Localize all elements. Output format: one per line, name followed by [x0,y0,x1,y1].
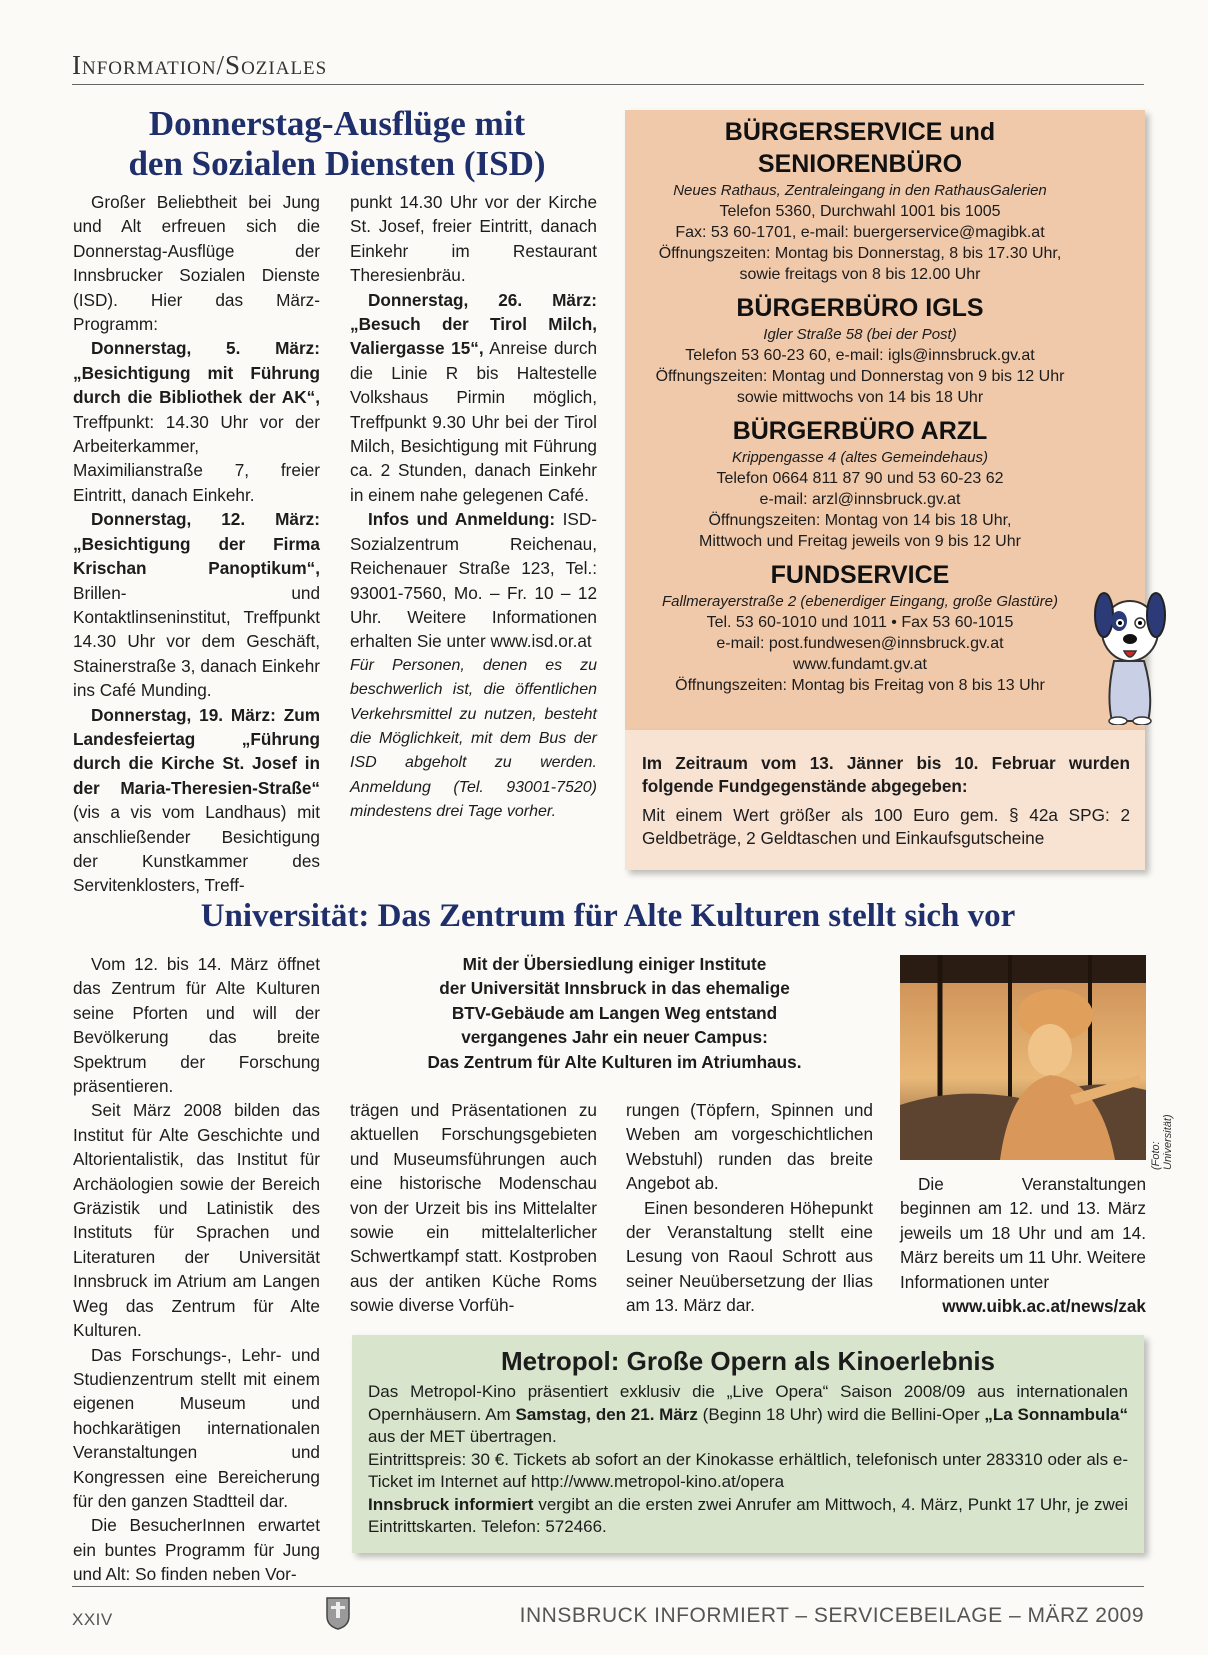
isd-event-2 [73,507,320,702]
event-text: Anreise durch die Linie R bis Haltestelle Volkshaus Pirmin möglich, Treffpunkt 9.30 Uhr bei der Tirol Milch, Besichtigung mit Führung ca. 2 Stunden, danach Einkehr in einem nahe gelegenen Café. [350,338,597,505]
found-items-head: Im Zeitraum vom 13. Jänner bis 10. Februar wurden folgende Fundgegenstände abgegeben: [642,753,1130,796]
event-date: Donnerstag, 5. März: [91,338,320,359]
service-arzl [640,415,1080,552]
event-text: Brillen- und Kontaktlinseninstitut, Treffpunkt 14.30 Uhr vor dem Geschäft, Stainerstraße 3, danach Einkehr ins Café Munding. [73,582,320,701]
service-igls [640,292,1080,408]
service-line: Öffnungszeiten: Montag und Donnerstag von 9 bis 12 Uhr [655,368,1065,385]
found-items-text: Mit einem Wert größer als 100 Euro gem. § 42a SPG: 2 Geldbeträge, 2 Geldtaschen und Einkaufsgutscheine [642,805,1130,848]
service-buergerservice [640,116,1080,285]
event-date: Donnerstag, 12. März: [91,509,320,530]
event-text: (vis a vis vom Landhaus) mit anschließender Besichtigung der Kunstkammer des Servitenklosters, Treff- [73,802,320,896]
service-line: sowie mittwochs von 14 bis 18 Uhr [736,389,984,406]
uni-paragraph: Die BesucherInnen erwartet ein buntes Programm für Jung und Alt: So finden neben Vor- [73,1515,320,1585]
metropol-paragraph-1 [368,1381,1128,1449]
text: Das Metropol-Kino präsentiert exklusiv die „Live Opera“ Saison 2008/09 aus internationalen Opernhäusern. Am [368,1382,1128,1424]
event-date: Donnerstag, 26. März: [368,289,597,310]
sculpture-photo [900,955,1146,1160]
service-line: Fax: 53 60-1701, e-mail: buergerservice@magibk.at [675,224,1045,241]
text: vergibt an die ersten zwei Anrufer am Mittwoch, 4. März, Punkt 17 Uhr, je zwei Eintrittskarten. Telefon: 572466. [368,1494,1128,1536]
dog-mascot-icon [1092,575,1168,725]
section-label: Information/Soziales [72,50,328,80]
isd-column-2 [350,190,597,825]
uni-column-3 [626,1098,873,1318]
isd-title-line2: den Sozialen Diensten (ISD) [128,144,546,183]
isd-continuation: punkt 14.30 Uhr vor der Kirche St. Josef, freier Eintritt, danach Einkehr im Restaurant Theresienbräu. [350,192,597,286]
info-head: Infos und Anmeldung: [368,509,556,530]
event-date: Donnerstag, 19. März: [91,704,276,725]
page-number: XXIV [72,1610,113,1629]
uni-lead-line: der Universität Innsbruck in das ehemalige [439,978,790,999]
isd-bus-note: Für Personen, denen es zu beschwerlich ist, die öffentlichen Verkehrsmittel zu nutzen, besteht die Möglichkeit, mit dem Bus der ISD abgeholt zu werden. Anmeldung (Tel. 93001-7520) mindestens drei Tage vorher. [350,656,597,821]
isd-intro: Großer Beliebtheit bei Jung und Alt erfreuen sich die Donnerstag-Ausflüge der Innsbrucker Sozialen Dienste (ISD). Hier das März-Programm: [73,192,320,335]
event-title: „Besichtigung der Firma Krischan Panoptikum“, [73,533,320,579]
service-address: Fallmerayerstraße 2 (ebenerdiger Eingang, große Glastüre) [661,593,1058,610]
uni-paragraph: rungen (Töpfern, Spinnen und Weben am vorgeschichtlichen Webstuhl) runden das breite Angebot ab. [626,1100,873,1194]
service-line: Telefon 0664 811 87 90 und 53 60-23 62 [716,470,1004,487]
text: (Beginn 18 Uhr) wird die Bellini-Oper [697,1404,985,1424]
service-line: Öffnungszeiten: Montag bis Donnerstag, 8 bis 17.30 Uhr, [658,245,1062,262]
service-title: FUNDSERVICE [770,561,950,589]
city-crest-icon [325,1596,351,1630]
uni-column-2 [350,1098,597,1318]
uni-column-1 [73,952,320,1587]
uni-title: Universität: Das Zentrum für Alte Kulturen stellt sich vor [200,898,1016,934]
isd-event-4 [350,288,597,508]
metropol-content [368,1343,1128,1539]
metropol-text [368,1381,1128,1539]
isd-column-1 [73,190,320,898]
isd-info [350,507,597,653]
uni-lead-line: BTV-Gebäude am Langen Weg entstand [451,1002,778,1023]
uni-url-link[interactable]: www.uibk.ac.at/news/zak [942,1296,1146,1317]
uni-lead-line: Mit der Übersiedlung einiger Institute [462,954,767,974]
uni-paragraph: Seit März 2008 bilden das Institut für Alte Geschichte und Altorientalistik, das Institut für Archäologien sowie der Bereich Gräzistik und Latinistik des Instituts für Sprachen und Literaturen der Universität Innsbruck im Atrium am Langen Weg das Zentrum für Alte Kulturen. [73,1100,320,1341]
metropol-paragraph-2: Eintrittspreis: 30 €. Tickets ab sofort an der Kinokasse erhältlich, telefonisch unter 283310 oder als e-Ticket im Internet auf http://www.metropol-kino.at/opera [368,1449,1128,1491]
service-title: BÜRGERSERVICE und SENIORENBÜRO [724,118,996,178]
uni-column-4 [900,1172,1146,1318]
isd-title [72,104,602,184]
event-title: „Besichtigung mit Führung durch die Bibliothek der AK“, [73,362,320,408]
header-rule [72,84,1144,85]
service-line: Mittwoch und Freitag jeweils von 9 bis 12 Uhr [699,533,1021,550]
uni-paragraph: Einen besonderen Höhepunkt der Veranstaltung stellt eine Lesung von Raoul Schrott aus seiner Neuübersetzung der Ilias am 13. März dar. [626,1197,873,1316]
date: Samstag, den 21. März [515,1404,698,1424]
service-line: e-mail: arzl@innsbruck.gv.at [759,491,961,508]
service-title: BÜRGERBÜRO ARZL [732,417,988,445]
isd-event-3 [73,703,320,898]
found-items [642,752,1130,850]
photo-credit: (Foto: Universität) [1150,1114,1174,1170]
opera-title: „La Sonnambula“ [984,1404,1129,1424]
info-text: ISD-Sozialzentrum Reichenau, Reichenauer Straße 123, Tel.: 93001-7560, Mo. – Fr. 10 – 12 Uhr. Weitere Informationen erhalten Sie unter www.isd.or.at [350,509,597,652]
publication-footer: INNSBRUCK INFORMIERT – SERVICEBEILAGE – MÄRZ 2009 [519,1604,1144,1627]
event-title: „Besuch der Tirol Milch, Valiergasse 15“, [350,314,597,359]
isd-event-1 [73,336,320,507]
service-line: Tel. 53 60-1010 und 1011 • Fax 53 60-1015 [706,614,1014,631]
service-line: e-mail: post.fundwesen@innsbruck.gv.at [716,635,1004,652]
service-list [640,116,1080,696]
service-line: www.fundamt.gv.at [793,656,927,673]
metropol-title: Metropol: Große Opern als Kinoerlebnis [500,1346,996,1376]
service-line: Öffnungszeiten: Montag bis Freitag von 8 bis 13 Uhr [675,677,1045,694]
metropol-paragraph-3 [368,1494,1128,1539]
service-line: Öffnungszeiten: Montag von 14 bis 18 Uhr, [708,512,1012,529]
footer-rule [72,1586,1144,1587]
uni-paragraph: trägen und Präsentationen zu aktuellen Forschungsgebieten und Museumsführungen auch eine historische Modenschau von der Urzeit bis ins Mittelalter sowie ein mittelalterlicher Schwertkampf statt. Kostproben aus der antiken Küche Roms sowie diverse Vorfüh- [350,1100,597,1316]
event-text: Treffpunkt: 14.30 Uhr vor der Arbeiterkammer, Maximilianstraße 7, freier Eintritt, danach Einkehr. [73,411,320,505]
service-address: Neues Rathaus, Zentraleingang in den RathausGalerien [673,182,1047,199]
uni-paragraph: Die Veranstaltungen beginnen am 12. und 13. März jeweils um 18 Uhr und am 14. März bereits um 11 Uhr. Weitere Informationen unter [900,1174,1146,1292]
uni-lead [352,952,877,1074]
service-address: Igler Straße 58 (bei der Post) [763,326,957,343]
service-line: Telefon 5360, Durchwahl 1001 bis 1005 [719,203,1001,220]
publication-name: Innsbruck informiert [368,1494,534,1514]
service-fundservice [640,559,1080,696]
service-line: sowie freitags von 8 bis 12.00 Uhr [739,266,981,283]
isd-title-line1: Donnerstag-Ausflüge mit [148,104,526,143]
uni-paragraph: Vom 12. bis 14. März öffnet das Zentrum für Alte Kulturen seine Pforten und will der Bevölkerung das breite Spektrum der Forschung präsentieren. [73,954,320,1097]
service-address: Krippengasse 4 (altes Gemeindehaus) [732,449,988,466]
text: aus der MET übertragen. [368,1427,557,1446]
event-title: Zum Landesfeiertag „Führung durch die Kirche St. Josef in der Maria-Theresien-Straße“ [73,704,320,798]
service-title: BÜRGERBÜRO IGLS [736,294,984,322]
uni-lead-line: Das Zentrum für Alte Kulturen im Atriumhaus. [427,1051,802,1072]
service-line: Telefon 53 60-23 60, e-mail: igls@innsbruck.gv.at [685,347,1035,364]
uni-lead-line: vergangenes Jahr ein neuer Campus: [461,1027,768,1048]
uni-paragraph: Das Forschungs-, Lehr- und Studienzentrum stellt mit einem eigenen Museum und hochkarätigen internationalen Veranstaltungen und Kongressen eine Bereicherung für den ganzen Stadtteil dar. [73,1344,320,1511]
